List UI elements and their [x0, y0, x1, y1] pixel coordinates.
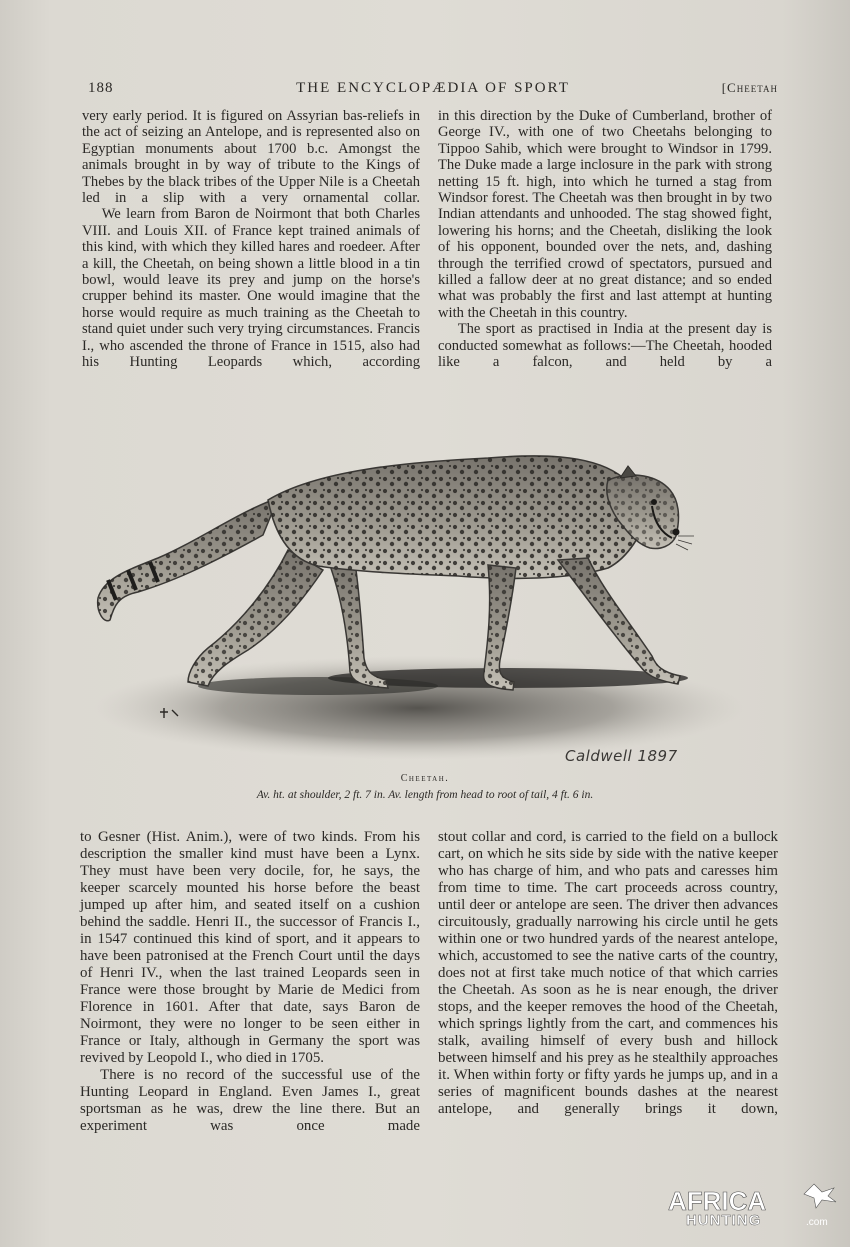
running-header [88, 80, 778, 104]
cheetah-illustration [88, 440, 768, 765]
cheetah-drawing [88, 440, 768, 765]
paragraph: There is no record of the successful use of the Hunting Leopard in England. Even James I., great sportsman as he was, drew the line there. But an experiment was once made [80, 1067, 420, 1134]
artist-signature: Caldwell 1897 [565, 747, 678, 765]
running-title: THE ENCYCLOPÆDIA OF SPORT [296, 80, 570, 96]
paragraph: in this direction by the Duke of Cumberland, brother of George IV., with one of two Cheetahs belonging to Tippoo Sahib, which were brought to Windsor in 1799. The Duke made a large inclosure in the park with strong netting 15 ft. high, into which he turned a stag from Windsor forest. The Cheetah was then brought in by two Indian attendants and unhooded. The stag showed fight, lowering his horns; and the Cheetah, disliking the look of his opponent, bounded over the nets, and, dashing through the terrified crowd of spectators, pursued and killed a fallow deer at no great distance; and so ended what was probably the first and last attempt at hunting with the Cheetah in this country. [438, 108, 772, 321]
hunter-silhouette-icon [804, 1184, 836, 1208]
paragraph: The sport as practised in India at the present day is conducted somewhat as follows:—The Cheetah, hooded like a falcon, and held by a [438, 321, 772, 371]
watermark-suffix: .com [806, 1217, 828, 1228]
africahunting-watermark [664, 1182, 840, 1228]
page-number: 188 [88, 80, 114, 96]
paragraph: stout collar and cord, is carried to the field on a bullock cart, on which he sits side by side with the native keeper who has charge of him, and who pats and caresses him from time to time. The cart proceeds across country, until deer or antelope are seen. The driver then advances circuitously, gradually narrowing his circle until he gets within one or two hundred yards of the nearest antelope, which, accustomed to see the native carts of the country, does not at first take much notice of that which carries the Cheetah. As soon as he is near enough, the driver stops, and the keeper removes the hood of the Cheetah, which springs lightly from the cart, and commences his stalk, availing himself of every bush and hillock between himself and his prey as he stealthily approaches it. When within forty or fifty yards he jumps up, and in a series of magnificent bounds dashes at the nearest antelope, and generally brings it down, [438, 829, 778, 1117]
section-label: [Cheetah [721, 80, 778, 95]
text-column-bottom-left [80, 829, 420, 1135]
watermark-logo [664, 1182, 840, 1228]
watermark-brand-top: AFRICA [668, 1186, 767, 1216]
figure-caption-measurements: Av. ht. at shoulder, 2 ft. 7 in. Av. length from head to root of tail, 4 ft. 6 in. [256, 789, 594, 801]
figure-caption-title: Cheetah. [400, 773, 450, 784]
watermark-brand-bottom: HUNTING [686, 1212, 762, 1228]
paragraph: to Gesner (Hist. Anim.), were of two kinds. From his description the smaller kind must have been a Lynx. They must have been very docile, for, he says, the keeper scarcely mounted his horse before the beast jumped up after him, and seated itself on a cushion behind the saddle. Henri II., the successor of Francis I., in 1547 continued this kind of sport, and it appears to have been patronised at the French Court until the days of Henri IV., when the last trained Leopards seen in France were those brought by Marie de Medici from Florence in 1601. After that date, says Baron de Noirmont, they were no longer to be seen either in France or Italy, although in Germany the sport was revived by Leopold I., who died in 1705. [80, 829, 420, 1066]
text-column-top-right [438, 108, 772, 371]
paragraph: We learn from Baron de Noirmont that both Charles VIII. and Louis XII. of France kept trained animals of this kind, with which they killed hares and roedeer. After a kill, the Cheetah, on being shown a little blood in a tin bowl, would leave its prey and jump on the horse's crupper behind its master. One would imagine that the horse would require as much training as the Cheetah to stand quiet under such very trying circumstances. Francis I., who ascended the throne of France in 1515, also had his Hunting Leopards which, according [82, 206, 420, 371]
paragraph: very early period. It is figured on Assyrian bas-reliefs in the act of seizing an Antelope, and is represented also on Egyptian monuments about 1700 b.c. Amongst the animals brought in by way of tribute to the Kings of Thebes by the black tribes of the Upper Nile is a Cheetah led in a slip with a very ornamental collar. [82, 108, 420, 207]
text-column-bottom-right [438, 829, 778, 1118]
text-column-top-left [82, 108, 420, 371]
